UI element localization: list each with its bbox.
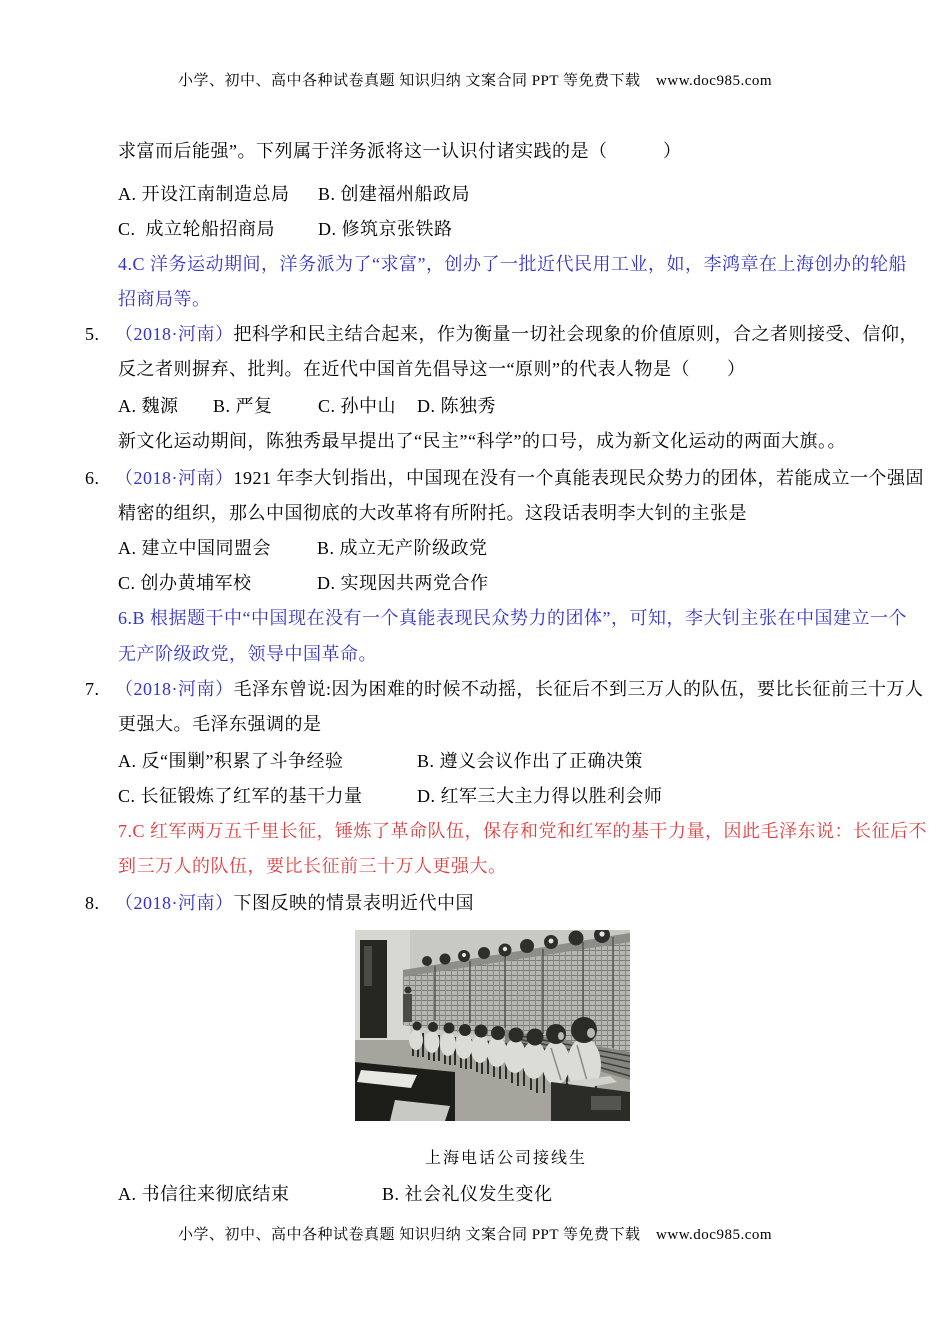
q7-answer-line1: 7.C 红军两万五千里长征，锤炼了革命队伍，保存和党和红军的基干力量，因此毛泽东说：长征后不 — [118, 821, 928, 841]
q7-option-c: C. 长征锻炼了红军的基干力量 — [118, 786, 363, 806]
q4-option-b: B. 创建福州船政局 — [318, 184, 471, 204]
q5-option-d: D. 陈独秀 — [417, 396, 496, 416]
q7-stem-line1 — [85, 678, 924, 701]
q6-stem-line2: 精密的组织，那么中国彻底的大改革将有所附托。这段话表明李大钊的主张是 — [118, 503, 747, 523]
q8-number: 8. — [85, 893, 100, 913]
telephone-operators-photo — [355, 930, 630, 1121]
q7-number: 7. — [85, 679, 100, 699]
q8-option-b: B. 社会礼仪发生变化 — [382, 1184, 553, 1204]
header-watermark: 小学、初中、高中各种试卷真题 知识归纳 文案合同 PPT 等免费下载 www.doc985.com — [177, 73, 773, 89]
q6-number: 6. — [85, 468, 100, 488]
q5-stem-text: 把科学和民主结合起来，作为衡量一切社会现象的价值原则，合之者则接受、信仰， — [233, 324, 918, 344]
q5-stem-line2: 反之者则摒弃、批判。在近代中国首先倡导这一“原则”的代表人物是（ ） — [118, 359, 746, 379]
q4-option-a: A. 开设江南制造总局 — [118, 184, 290, 204]
q7-option-d: D. 红军三大主力得以胜利会师 — [417, 786, 663, 806]
q7-stem-text: 毛泽东曾说:因为困难的时候不动摇，长征后不到三万人的队伍，要比长征前三十万人 — [233, 679, 924, 699]
footer-watermark: 小学、初中、高中各种试卷真题 知识归纳 文案合同 PPT 等免费下载 www.doc985.com — [177, 1227, 773, 1243]
q6-option-b: B. 成立无产阶级政党 — [317, 538, 488, 558]
q7-stem-line2: 更强大。毛泽东强调的是 — [118, 714, 322, 734]
q5-note: 新文化运动期间，陈独秀最早提出了“民主”“科学”的口号，成为新文化运动的两面大旗。。 — [118, 431, 846, 451]
q5-stem-line1 — [85, 323, 918, 346]
q4-answer-line1: 4.C 洋务运动期间，洋务派为了“求富”，创办了一批近代民用工业，如，李鸿章在上海创办的轮船 — [118, 254, 907, 274]
q7-option-a: A. 反“围剿”积累了斗争经验 — [118, 751, 344, 771]
q5-option-b: B. 严复 — [213, 396, 273, 416]
q5-option-a: A. 魏源 — [118, 396, 179, 416]
photo-caption: 上海电话公司接线生 — [425, 1150, 588, 1167]
q7-option-b: B. 遵义会议作出了正确决策 — [417, 751, 644, 771]
q8-source-tag: （2018·河南） — [115, 893, 234, 913]
q7-answer-line2: 到三万人的队伍，要比长征前三十万人更强大。 — [118, 856, 507, 876]
q6-stem-line1 — [85, 467, 924, 490]
q5-source-tag: （2018·河南） — [115, 324, 234, 344]
q5-number: 5. — [85, 324, 100, 344]
q4-option-c: C. 成立轮船招商局 — [118, 219, 276, 239]
q8-option-a: A. 书信往来彻底结束 — [118, 1184, 290, 1204]
q4-answer-line2: 招商局等。 — [118, 289, 211, 309]
q6-source-tag: （2018·河南） — [115, 468, 234, 488]
q6-option-a: A. 建立中国同盟会 — [118, 538, 271, 558]
q5-option-c: C. 孙中山 — [318, 396, 397, 416]
q6-option-c: C. 创办黄埔军校 — [118, 573, 252, 593]
q6-answer-line1: 6.B 根据题干中“中国现在没有一个真能表现民众势力的团体”，可知，李大钊主张在中国建立一个 — [118, 608, 907, 628]
q8-stem-text: 下图反映的情景表明近代中国 — [233, 893, 474, 913]
q8-stem-line1 — [85, 892, 474, 915]
q6-option-d: D. 实现因共两党合作 — [317, 573, 489, 593]
q6-answer-line2: 无产阶级政党，领导中国革命。 — [118, 644, 377, 664]
q4-option-d: D. 修筑京张铁路 — [318, 219, 453, 239]
q4-stem: 求富而后能强”。下列属于洋务派将这一认识付诸实践的是（ ） — [118, 141, 682, 161]
q7-source-tag: （2018·河南） — [115, 679, 234, 699]
q6-stem-text: 1921 年李大钊指出，中国现在没有一个真能表现民众势力的团体，若能成立一个强固 — [233, 468, 924, 488]
